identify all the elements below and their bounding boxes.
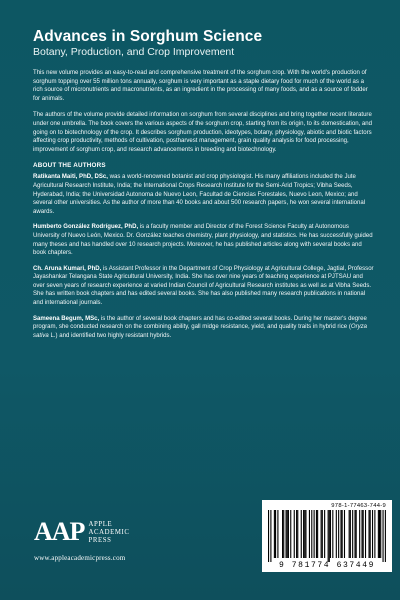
barcode-bar — [286, 510, 287, 558]
book-subtitle: Botany, Production, and Crop Improvement — [33, 46, 235, 58]
barcode-bar — [338, 510, 339, 558]
barcode-bar — [301, 510, 302, 558]
barcode-bar — [322, 510, 323, 558]
publisher-name-line: PRESS — [88, 537, 112, 545]
barcode-bar — [304, 510, 305, 558]
barcode-bar — [330, 510, 331, 558]
barcode-bar — [317, 510, 318, 558]
author-name: Humberto González Rodríguez, PhD, — [33, 224, 139, 231]
barcode-bar — [277, 510, 278, 558]
barcode-bar — [288, 510, 289, 558]
barcode-bar — [342, 510, 343, 558]
author-bio-gonzalez — [33, 223, 374, 257]
author-bio-maiti — [33, 173, 374, 216]
author-name: Ch. Aruna Kumari, PhD, — [33, 265, 102, 272]
barcode-bar — [321, 510, 322, 558]
barcode-bar — [328, 510, 329, 562]
author-bio-text: was a world-renowned botanist and crop physiologist. His many affiliations included the Jute Agricultural Research Institute, India; the International Crops Research Institute for the Semi-Arid Tropics; Vibha Seeds, Hyderabad, India; the Universidad Autonoma de Nuevo Leon, Facultad de Ciencias Forestales, Nuevo Leon, Mexico; and several other universities. As the author of more than 40 books and about 500 research papers, he won several international awards. — [33, 174, 366, 215]
barcode-bar — [370, 510, 371, 558]
barcode-bar — [314, 510, 315, 558]
barcode-bar — [336, 510, 337, 558]
publisher-website: www.appleacademicpress.com — [34, 554, 126, 562]
barcode-bar — [385, 510, 386, 562]
barcode-bar — [368, 510, 369, 558]
barcode-bar — [324, 510, 325, 558]
ean-number: 9 781774 637449 — [278, 561, 375, 570]
species-name: Oryza sativa — [33, 324, 367, 339]
cover-footer — [0, 500, 400, 600]
description-paragraph-2: The authors of the volume provide detailed information on sorghum from several disciplines and bring together recent literature under one umbrella. The book covers the various aspects of the sorghum crop, starting from its origin, to its domestication, and going on to biotechnology of the crop. It describes sorghum production, ideotypes, botany, physiology, abiotic and biotic factors affecting crop productivity, methods of cultivation, postharvest management, grain quality analysis for food processing, improvement of sorghum crop, and research advancements in breeding and biotechnology. — [33, 112, 373, 153]
barcode-bar — [303, 510, 304, 558]
barcode-bar — [294, 510, 295, 558]
barcode-bar — [350, 510, 351, 558]
barcode-bar — [372, 510, 373, 558]
barcode-bar — [359, 510, 360, 558]
author-bio-text: is a faculty member and Director of the Forest Science Faculty at Autonomous University of Nuevo León, Mexico. Dr. González teaches chemistry, plant physiology, and statistics. He has successfully guided many theses and has handled over 10 research projects. Moreover, he has published articles along with several books and book chapters. — [33, 224, 373, 257]
publisher-logo — [34, 519, 130, 546]
barcode-bar — [344, 510, 345, 558]
isbn-number: 978-1-77463-744-9 — [331, 503, 386, 509]
barcode-bar — [316, 510, 317, 558]
barcode-bar — [290, 510, 291, 558]
barcode-bar — [270, 510, 271, 562]
author-bio-kumari — [33, 265, 374, 308]
author-name: Sameena Begum, MSc, — [33, 315, 100, 322]
barcode-bar — [332, 510, 333, 558]
barcode-bar — [340, 510, 341, 558]
barcode-bar — [274, 510, 275, 558]
barcode-bar — [378, 510, 379, 558]
barcode-bar — [380, 510, 381, 558]
barcode-bar — [305, 510, 306, 558]
about-authors-heading: ABOUT THE AUTHORS — [33, 162, 106, 170]
barcode-bar — [374, 510, 375, 558]
book-title: Advances in Sorghum Science — [33, 28, 263, 45]
barcode-bar — [365, 510, 366, 558]
barcode-bar — [296, 510, 297, 558]
barcode-bar — [363, 510, 364, 558]
barcode-bar — [361, 510, 362, 558]
author-bio-text: is the author of several book chapters and has co-edited several books. During her master's degree program, she conducted research on the combining ability, gall midge resistance, yield, and quality traits in hybrid rice ( — [33, 315, 367, 331]
barcode-bar — [311, 510, 312, 558]
author-bio-text: L.) and identified two highly resistant hybrids. — [48, 332, 172, 339]
author-bio-begum — [33, 315, 374, 341]
barcode-bar — [329, 510, 330, 562]
publisher-logo-mark: AAP — [34, 517, 85, 546]
author-bio-text: is Assistant Professor in the Department of Crop Physiology at Agricultural College, Jagtial, Professor Jayashankar Telangana State Agricultural University, India. She has over nine years of teaching experience at PJTSAU and over seven years of research experience at varied Indian Council of Agricultural Research institutes as well as at Vibha Seeds. She has written book chapters and has edited several books. She has also published many research publications in national and international journals. — [33, 265, 374, 307]
barcode-bars — [268, 510, 386, 562]
publisher-name-line: ACADEMIC — [88, 529, 130, 537]
barcode-bar — [354, 510, 355, 558]
barcode-bar — [356, 510, 357, 558]
publisher-name-line: APPLE — [88, 521, 113, 528]
barcode-bar — [383, 510, 384, 562]
barcode-bar — [309, 510, 310, 558]
barcode-bar — [268, 510, 269, 562]
barcode-bar — [379, 510, 380, 558]
publisher-name — [88, 521, 129, 546]
barcode-bar — [352, 510, 353, 558]
barcode-bar — [275, 510, 276, 558]
barcode-bar — [349, 510, 350, 558]
author-name: Ratikanta Maiti, PhD, DSc, — [33, 174, 108, 181]
barcode-bar — [283, 510, 284, 558]
barcode-bar — [297, 510, 298, 558]
barcode-bar — [287, 510, 288, 558]
barcode — [262, 500, 392, 572]
barcode-bar — [282, 510, 283, 558]
description-paragraph-1: This new volume provides an easy-to-read and comprehensive treatment of the sorghum crop. With the world's production of sorghum topping over 55 million tons annually, sorghum is very important as a staple dietary food for much of the world as a rich source of micronutrients and macronutrients, as an ingredient in the processing of many foods, and as a source of fodder for animals. — [33, 70, 368, 102]
